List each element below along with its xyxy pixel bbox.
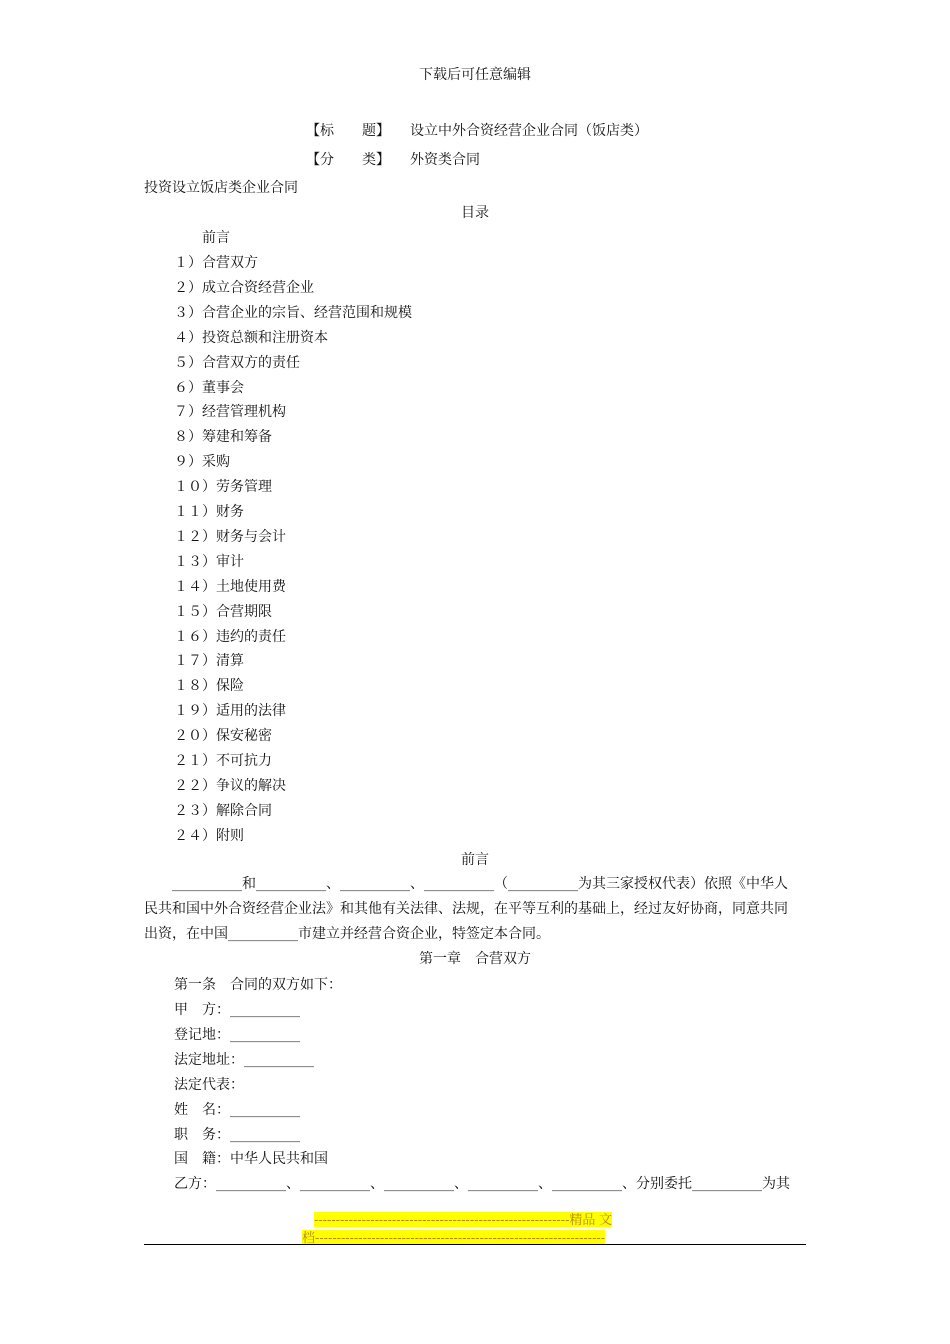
party-b-field: 乙方：__________、__________、__________、__________、__________、分别委托__________为其 — [174, 1176, 790, 1192]
nationality-field: 国 籍：中华人民共和国 — [174, 1151, 328, 1167]
footer-rule — [144, 1244, 806, 1245]
toc-item: １０）劳务管理 — [174, 479, 272, 496]
toc-item: ５）合营双方的责任 — [174, 354, 300, 371]
party-a-field: 甲 方：__________ — [174, 1002, 300, 1018]
article-1-intro: 第一条 合同的双方如下： — [174, 977, 342, 993]
title-row — [306, 122, 648, 140]
toc-item: １９）适用的法律 — [174, 703, 286, 720]
preface-line: 出资，在中国__________市建立并经营合资企业，特签定本合同。 — [144, 926, 550, 942]
toc-item: ４）投资总额和注册资本 — [174, 329, 328, 346]
toc-item: ２２）争议的解决 — [174, 777, 286, 794]
category-label: 【分 类】 — [306, 152, 390, 168]
toc-item: １７）清算 — [174, 653, 244, 670]
toc-item: １６）违约的责任 — [174, 628, 286, 645]
category-value: 外资类合同 — [410, 152, 480, 168]
toc-item: １２）财务与会计 — [174, 528, 286, 545]
toc-item: ２３）解除合同 — [174, 802, 272, 819]
toc-preface: 前言 — [202, 230, 230, 246]
doc-heading: 投资设立饭店类企业合同 — [144, 180, 298, 196]
preface-paragraph — [144, 872, 806, 947]
toc-item: ２４）附则 — [174, 827, 244, 844]
footer-line-1: -----------------------------------------------------------精品 文 — [314, 1212, 613, 1227]
toc-item: １１）财务 — [174, 504, 244, 520]
registration-field: 登记地：__________ — [174, 1027, 300, 1043]
toc-item: １５）合营期限 — [174, 603, 272, 620]
toc-item: １）合营双方 — [174, 255, 258, 271]
legal-rep-field: 法定代表： — [174, 1077, 244, 1093]
toc-item: ２）成立合资经营企业 — [174, 279, 314, 296]
toc-item: １３）审计 — [174, 553, 244, 570]
toc-item: ３）合营企业的宗旨、经营范围和规模 — [174, 304, 412, 321]
toc-item: ２０）保安秘密 — [174, 728, 272, 745]
toc-item: ６）董事会 — [174, 379, 244, 396]
footer-line-2: 档------------------------------------------------------------------- — [302, 1230, 606, 1245]
toc-item: ９）采购 — [174, 454, 230, 471]
position-field: 职 务：__________ — [174, 1127, 300, 1143]
preface-heading: 前言 — [461, 852, 489, 868]
chapter-heading: 第一章 合营双方 — [419, 951, 531, 967]
preface-line: __________和__________、__________、__________（__________为其三家授权代表）依照《中华人 — [144, 876, 788, 892]
toc-item: ７）经营管理机构 — [174, 404, 286, 421]
preface-line: 民共和国中外合资经营企业法》和其他有关法律、法规，在平等互利的基础上，经过友好协商，同意共同 — [144, 901, 788, 917]
toc-item: ２１）不可抗力 — [174, 753, 272, 769]
category-row — [306, 151, 480, 169]
toc-item: １８）保险 — [174, 678, 244, 695]
legal-address-field: 法定地址：__________ — [174, 1052, 314, 1068]
toc-item: ８）筹建和筹备 — [174, 429, 272, 446]
footer-watermark — [302, 1211, 612, 1247]
title-value: 设立中外合资经营企业合同（饭店类） — [410, 123, 648, 139]
title-label: 【标 题】 — [306, 123, 390, 139]
header-note: 下载后可任意编辑 — [419, 67, 531, 83]
toc-item: １４）土地使用费 — [174, 578, 286, 595]
toc-heading: 目录 — [461, 205, 489, 221]
name-field: 姓 名：__________ — [174, 1102, 300, 1118]
